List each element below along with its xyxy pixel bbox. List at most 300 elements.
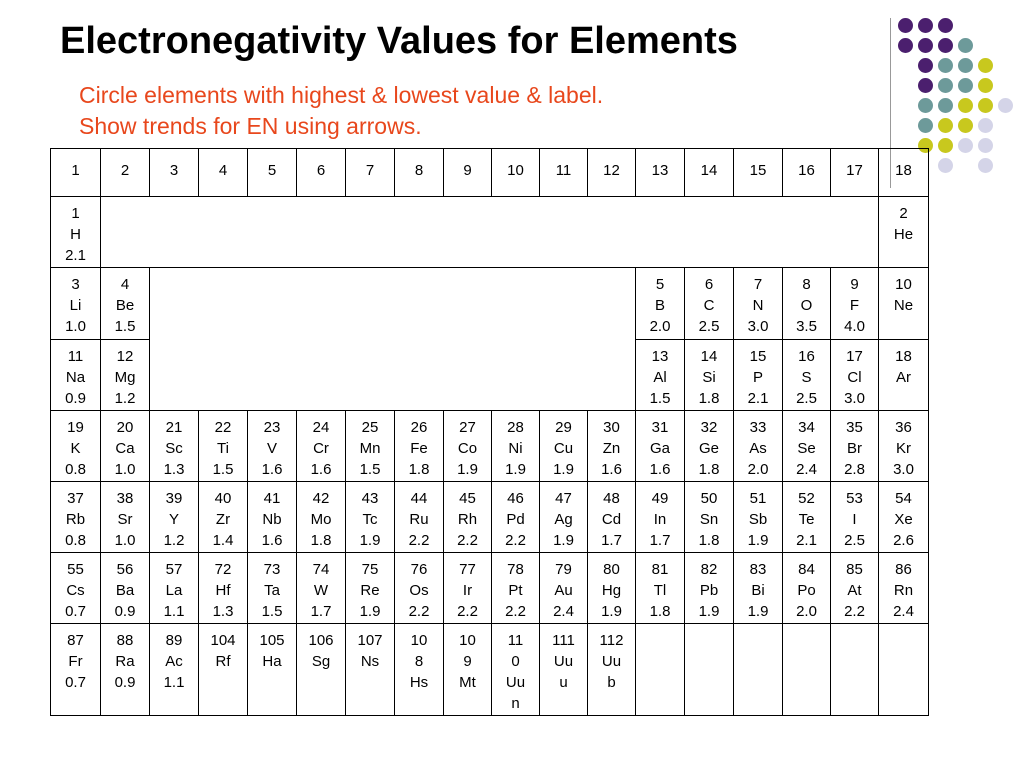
element-text: Si	[702, 369, 716, 386]
element-text: Ar	[896, 369, 911, 386]
element-text: 0.9	[114, 674, 136, 691]
element-number: 2	[899, 205, 908, 222]
element-number: 10	[895, 276, 912, 293]
element-number: 88	[116, 632, 134, 649]
element-cell	[588, 411, 636, 482]
element-text: 1.3	[212, 603, 234, 620]
group-number: 15	[734, 149, 783, 197]
element-text: 1.6	[310, 461, 332, 478]
element-number: 51	[749, 490, 767, 507]
element-text: Na	[65, 369, 86, 386]
element-text: Ca	[115, 440, 135, 457]
element-cell	[395, 411, 444, 482]
element-text: Uu	[505, 674, 526, 691]
element-cell	[588, 482, 636, 553]
element-cell	[734, 268, 783, 340]
element-cell	[783, 411, 831, 482]
element-number: 48	[603, 490, 620, 507]
element-text: Mo	[310, 511, 332, 528]
element-number: 78	[507, 561, 524, 578]
element-number: 42	[312, 490, 330, 507]
element-cell	[492, 482, 540, 553]
element-number: 39	[165, 490, 183, 507]
element-text: 1.7	[601, 532, 622, 549]
element-text: 2.2	[408, 603, 430, 620]
period-4-row	[51, 411, 929, 482]
element-text: Au	[554, 582, 573, 599]
element-number: 14	[700, 348, 718, 365]
element-text: 1.5	[261, 603, 283, 620]
group-number: 11	[540, 149, 588, 197]
element-number: 40	[214, 490, 232, 507]
element-number: 87	[67, 632, 84, 649]
decorative-dot	[958, 58, 973, 73]
element-text: Cl	[847, 369, 862, 386]
element-number: 3	[71, 276, 80, 293]
element-cell	[685, 482, 734, 553]
element-text: 1.8	[408, 461, 430, 478]
decorative-dot	[938, 18, 953, 33]
element-number: 52	[798, 490, 815, 507]
element-text: 1.8	[698, 461, 720, 478]
element-text: 1.9	[553, 532, 574, 549]
element-cell	[297, 624, 346, 716]
element-cell	[248, 482, 297, 553]
group-number: 5	[248, 149, 297, 197]
decorative-dot	[978, 158, 993, 173]
element-cell	[636, 482, 685, 553]
group-number: 1	[51, 149, 101, 197]
element-text: Ga	[649, 440, 670, 457]
element-text: Pt	[508, 582, 523, 599]
empty-region	[150, 268, 636, 411]
element-text: 2.5	[796, 390, 817, 407]
element-text: 3.0	[844, 390, 865, 407]
group-number: 13	[636, 149, 685, 197]
element-text: 1.8	[649, 603, 671, 620]
element-text: Ns	[360, 653, 380, 670]
element-number: 36	[895, 419, 912, 436]
element-cell	[783, 553, 831, 624]
element-number: 55	[67, 561, 84, 578]
element-text: 1.8	[698, 390, 720, 407]
element-text: 0.9	[65, 390, 86, 407]
element-cell	[101, 268, 150, 340]
element-number: 47	[555, 490, 572, 507]
element-number: 72	[214, 561, 232, 578]
element-cell	[734, 553, 783, 624]
element-text: 1.2	[163, 532, 185, 549]
element-text: 1.0	[65, 318, 86, 335]
element-number: 77	[459, 561, 476, 578]
element-number: 46	[507, 490, 524, 507]
element-cell	[879, 411, 929, 482]
element-text: 1.9	[601, 603, 622, 620]
element-cell	[685, 268, 734, 340]
element-text: Ni	[508, 440, 523, 457]
element-text: 2.2	[457, 532, 478, 549]
element-text: 0.7	[65, 603, 86, 620]
element-text: Be	[115, 297, 135, 314]
element-text: 3.0	[747, 318, 769, 335]
element-cell	[734, 411, 783, 482]
decorative-dot	[918, 58, 933, 73]
element-text: C	[703, 297, 715, 314]
element-text: Uu	[553, 653, 574, 670]
decorative-dot	[938, 78, 953, 93]
element-cell	[444, 624, 492, 716]
element-number: 25	[361, 419, 379, 436]
element-text: Co	[457, 440, 478, 457]
element-number: 4	[120, 276, 130, 293]
element-number: 54	[895, 490, 912, 507]
element-number: 53	[846, 490, 863, 507]
periodic-table	[50, 148, 929, 716]
element-text: 3.5	[796, 318, 817, 335]
element-text: Ti	[217, 440, 229, 457]
element-text: Rf	[215, 653, 231, 670]
element-text: Tl	[653, 582, 667, 599]
element-cell	[540, 624, 588, 716]
element-text: n	[511, 695, 520, 712]
element-text: H	[70, 226, 81, 243]
element-text: Hg	[601, 582, 622, 599]
element-number: 35	[846, 419, 863, 436]
element-text: 1.0	[114, 532, 136, 549]
element-text: Cu	[553, 440, 574, 457]
element-cell	[879, 197, 929, 268]
element-number: 7	[753, 276, 763, 293]
element-text: 1.9	[505, 461, 526, 478]
element-cell	[492, 553, 540, 624]
element-cell	[51, 268, 101, 340]
element-number: 11	[67, 348, 84, 365]
element-number: 81	[651, 561, 669, 578]
element-text: 1.2	[114, 390, 136, 407]
element-text: 1.6	[601, 461, 622, 478]
decorative-dot	[998, 98, 1013, 113]
element-text: Fr	[68, 653, 83, 670]
element-text: 1.6	[261, 532, 283, 549]
element-text: Y	[168, 511, 179, 528]
element-number: 74	[312, 561, 330, 578]
element-cell	[248, 411, 297, 482]
element-number: 5	[655, 276, 665, 293]
element-text: 2.2	[505, 603, 526, 620]
instruction-line-2: Show trends for EN using arrows.	[79, 113, 422, 139]
element-number: 73	[263, 561, 281, 578]
group-number: 2	[101, 149, 150, 197]
element-cell	[199, 624, 248, 716]
element-number: 82	[700, 561, 718, 578]
element-text: 2.2	[505, 532, 526, 549]
element-text: 2.2	[457, 603, 478, 620]
element-text: 2.4	[796, 461, 817, 478]
element-number: 17	[846, 348, 863, 365]
element-text: u	[559, 674, 568, 691]
element-cell	[395, 482, 444, 553]
element-text: Mg	[114, 369, 136, 386]
element-text: 2.8	[844, 461, 865, 478]
group-number: 10	[492, 149, 540, 197]
group-number: 6	[297, 149, 346, 197]
element-text: 1.5	[359, 461, 381, 478]
element-text: 2.1	[796, 532, 817, 549]
element-text: 2.1	[747, 390, 769, 407]
element-text: Ir	[462, 582, 473, 599]
element-cell	[51, 197, 101, 268]
element-text: Ha	[262, 653, 282, 670]
element-cell	[879, 482, 929, 553]
element-cell	[540, 482, 588, 553]
decorative-dot	[958, 38, 973, 53]
element-cell	[636, 268, 685, 340]
element-cell	[51, 553, 101, 624]
element-cell	[51, 411, 101, 482]
group-number: 7	[346, 149, 395, 197]
decorative-dot	[958, 78, 973, 93]
group-number: 8	[395, 149, 444, 197]
element-text: 1.9	[698, 603, 720, 620]
element-text: Rb	[65, 511, 86, 528]
element-text: 2.0	[747, 461, 769, 478]
element-text: Ra	[115, 653, 135, 670]
element-cell	[346, 624, 395, 716]
element-text: Fe	[410, 440, 428, 457]
element-number: 10	[459, 632, 476, 649]
element-cell	[783, 340, 831, 411]
element-number: 28	[507, 419, 524, 436]
element-text: 2.5	[698, 318, 720, 335]
decorative-dot	[978, 58, 993, 73]
element-text: Po	[797, 582, 816, 599]
element-number: 9	[850, 276, 859, 293]
element-number: 6	[704, 276, 714, 293]
element-cell	[879, 340, 929, 411]
group-number: 17	[831, 149, 879, 197]
decorative-dot	[958, 98, 973, 113]
element-number: 75	[361, 561, 379, 578]
instructions	[79, 80, 603, 142]
decorative-dot	[898, 38, 913, 53]
element-text: 1.7	[649, 532, 671, 549]
element-number: 105	[259, 632, 285, 649]
element-text: B	[654, 297, 665, 314]
element-text: 0.8	[65, 461, 86, 478]
element-text: F	[849, 297, 860, 314]
element-cell	[492, 411, 540, 482]
element-text: At	[847, 582, 862, 599]
element-text: 1.5	[212, 461, 234, 478]
element-number: 19	[67, 419, 84, 436]
element-text: Ag	[554, 511, 573, 528]
element-text: He	[893, 226, 914, 243]
element-text: Pb	[699, 582, 719, 599]
element-cell	[51, 624, 101, 716]
element-number: 85	[846, 561, 863, 578]
element-text: 0.9	[114, 603, 136, 620]
element-number: 83	[749, 561, 767, 578]
element-number: 56	[116, 561, 134, 578]
element-cell	[492, 624, 540, 716]
element-cell	[831, 482, 879, 553]
element-number: 49	[651, 490, 669, 507]
element-cell	[346, 482, 395, 553]
decorative-dot	[978, 78, 993, 93]
element-text: S	[801, 369, 812, 386]
element-cell	[879, 268, 929, 340]
element-text: Al	[653, 369, 667, 386]
element-number: 31	[651, 419, 669, 436]
element-text: Xe	[894, 511, 913, 528]
element-text: Tc	[362, 511, 378, 528]
instruction-line-1: Circle elements with highest & lowest value & label.	[79, 82, 604, 108]
group-header-row	[51, 149, 929, 197]
element-text: 1.9	[359, 603, 381, 620]
element-text: 1.5	[114, 318, 136, 335]
element-number: 45	[459, 490, 476, 507]
element-number: 30	[603, 419, 620, 436]
element-text: 1.9	[553, 461, 574, 478]
element-cell	[685, 624, 734, 716]
element-text: Rn	[893, 582, 914, 599]
element-cell	[101, 624, 150, 716]
element-text: Se	[797, 440, 816, 457]
element-cell	[395, 624, 444, 716]
element-text: Ge	[698, 440, 719, 457]
element-cell	[783, 482, 831, 553]
element-number: 21	[165, 419, 183, 436]
decorative-dot	[938, 118, 953, 133]
element-text: Zr	[215, 511, 231, 528]
element-number: 15	[749, 348, 767, 365]
element-cell	[636, 553, 685, 624]
element-cell	[588, 553, 636, 624]
period-6-row	[51, 553, 929, 624]
element-cell	[588, 624, 636, 716]
element-number: 37	[67, 490, 84, 507]
element-text: 1.5	[649, 390, 671, 407]
element-cell	[783, 624, 831, 716]
period-1-row	[51, 197, 929, 268]
element-text: 1.6	[261, 461, 283, 478]
element-number: 38	[116, 490, 134, 507]
element-cell	[685, 411, 734, 482]
element-cell	[346, 411, 395, 482]
element-cell	[831, 553, 879, 624]
decorative-dot	[938, 58, 953, 73]
element-cell	[444, 553, 492, 624]
element-cell	[879, 624, 929, 716]
decorative-dot	[938, 158, 953, 173]
element-text: 2.1	[65, 247, 86, 264]
element-cell	[636, 340, 685, 411]
element-number: 11	[507, 632, 524, 649]
decorative-dot	[938, 38, 953, 53]
element-text: Cd	[601, 511, 622, 528]
element-text: Zn	[602, 440, 621, 457]
element-cell	[297, 482, 346, 553]
element-cell	[248, 553, 297, 624]
element-text: 1.8	[698, 532, 720, 549]
element-text: As	[749, 440, 767, 457]
element-cell	[734, 340, 783, 411]
element-cell	[101, 411, 150, 482]
element-cell	[150, 553, 199, 624]
element-cell	[51, 340, 101, 411]
element-text: 2.6	[893, 532, 914, 549]
element-cell	[685, 340, 734, 411]
element-text: W	[313, 582, 329, 599]
element-cell	[444, 411, 492, 482]
element-text: 2.5	[844, 532, 865, 549]
element-number: 50	[700, 490, 718, 507]
element-text: Re	[360, 582, 380, 599]
element-number: 79	[555, 561, 572, 578]
element-cell	[831, 340, 879, 411]
decorative-dot	[978, 138, 993, 153]
element-cell	[150, 411, 199, 482]
element-cell	[636, 624, 685, 716]
element-text: 3.0	[893, 461, 914, 478]
element-text: Bi	[751, 582, 765, 599]
element-cell	[734, 624, 783, 716]
element-text: 1.3	[163, 461, 185, 478]
element-text: Pd	[506, 511, 525, 528]
element-text: 1.1	[163, 674, 185, 691]
element-number: 29	[555, 419, 572, 436]
decorative-dot	[918, 78, 933, 93]
element-text: Nb	[262, 511, 282, 528]
element-cell	[395, 553, 444, 624]
element-text: Cs	[66, 582, 85, 599]
element-text: Sb	[748, 511, 768, 528]
element-text: 0.7	[65, 674, 86, 691]
decorative-dot	[918, 18, 933, 33]
element-number: 24	[312, 419, 330, 436]
element-number: 84	[798, 561, 815, 578]
decorative-dot	[918, 118, 933, 133]
group-number: 3	[150, 149, 199, 197]
element-cell	[101, 340, 150, 411]
element-text: 1.9	[747, 532, 769, 549]
element-number: 43	[361, 490, 379, 507]
element-text: Os	[409, 582, 429, 599]
element-cell	[879, 553, 929, 624]
element-number: 57	[165, 561, 183, 578]
element-cell	[248, 624, 297, 716]
decorative-dot	[958, 138, 973, 153]
element-text: 8	[414, 653, 424, 670]
element-text: I	[852, 511, 857, 528]
element-number: 106	[308, 632, 334, 649]
element-text: Sn	[699, 511, 719, 528]
element-number: 107	[357, 632, 383, 649]
period-7-row	[51, 624, 929, 716]
element-cell	[101, 482, 150, 553]
element-number: 86	[895, 561, 912, 578]
element-text: Br	[847, 440, 862, 457]
element-text: 1.9	[747, 603, 769, 620]
element-text: Ac	[165, 653, 183, 670]
element-text: Kr	[896, 440, 911, 457]
decorative-dot	[918, 38, 933, 53]
element-text: Ru	[409, 511, 429, 528]
group-number: 14	[685, 149, 734, 197]
element-cell	[636, 411, 685, 482]
decorative-dot	[978, 118, 993, 133]
element-text: Sg	[311, 653, 331, 670]
